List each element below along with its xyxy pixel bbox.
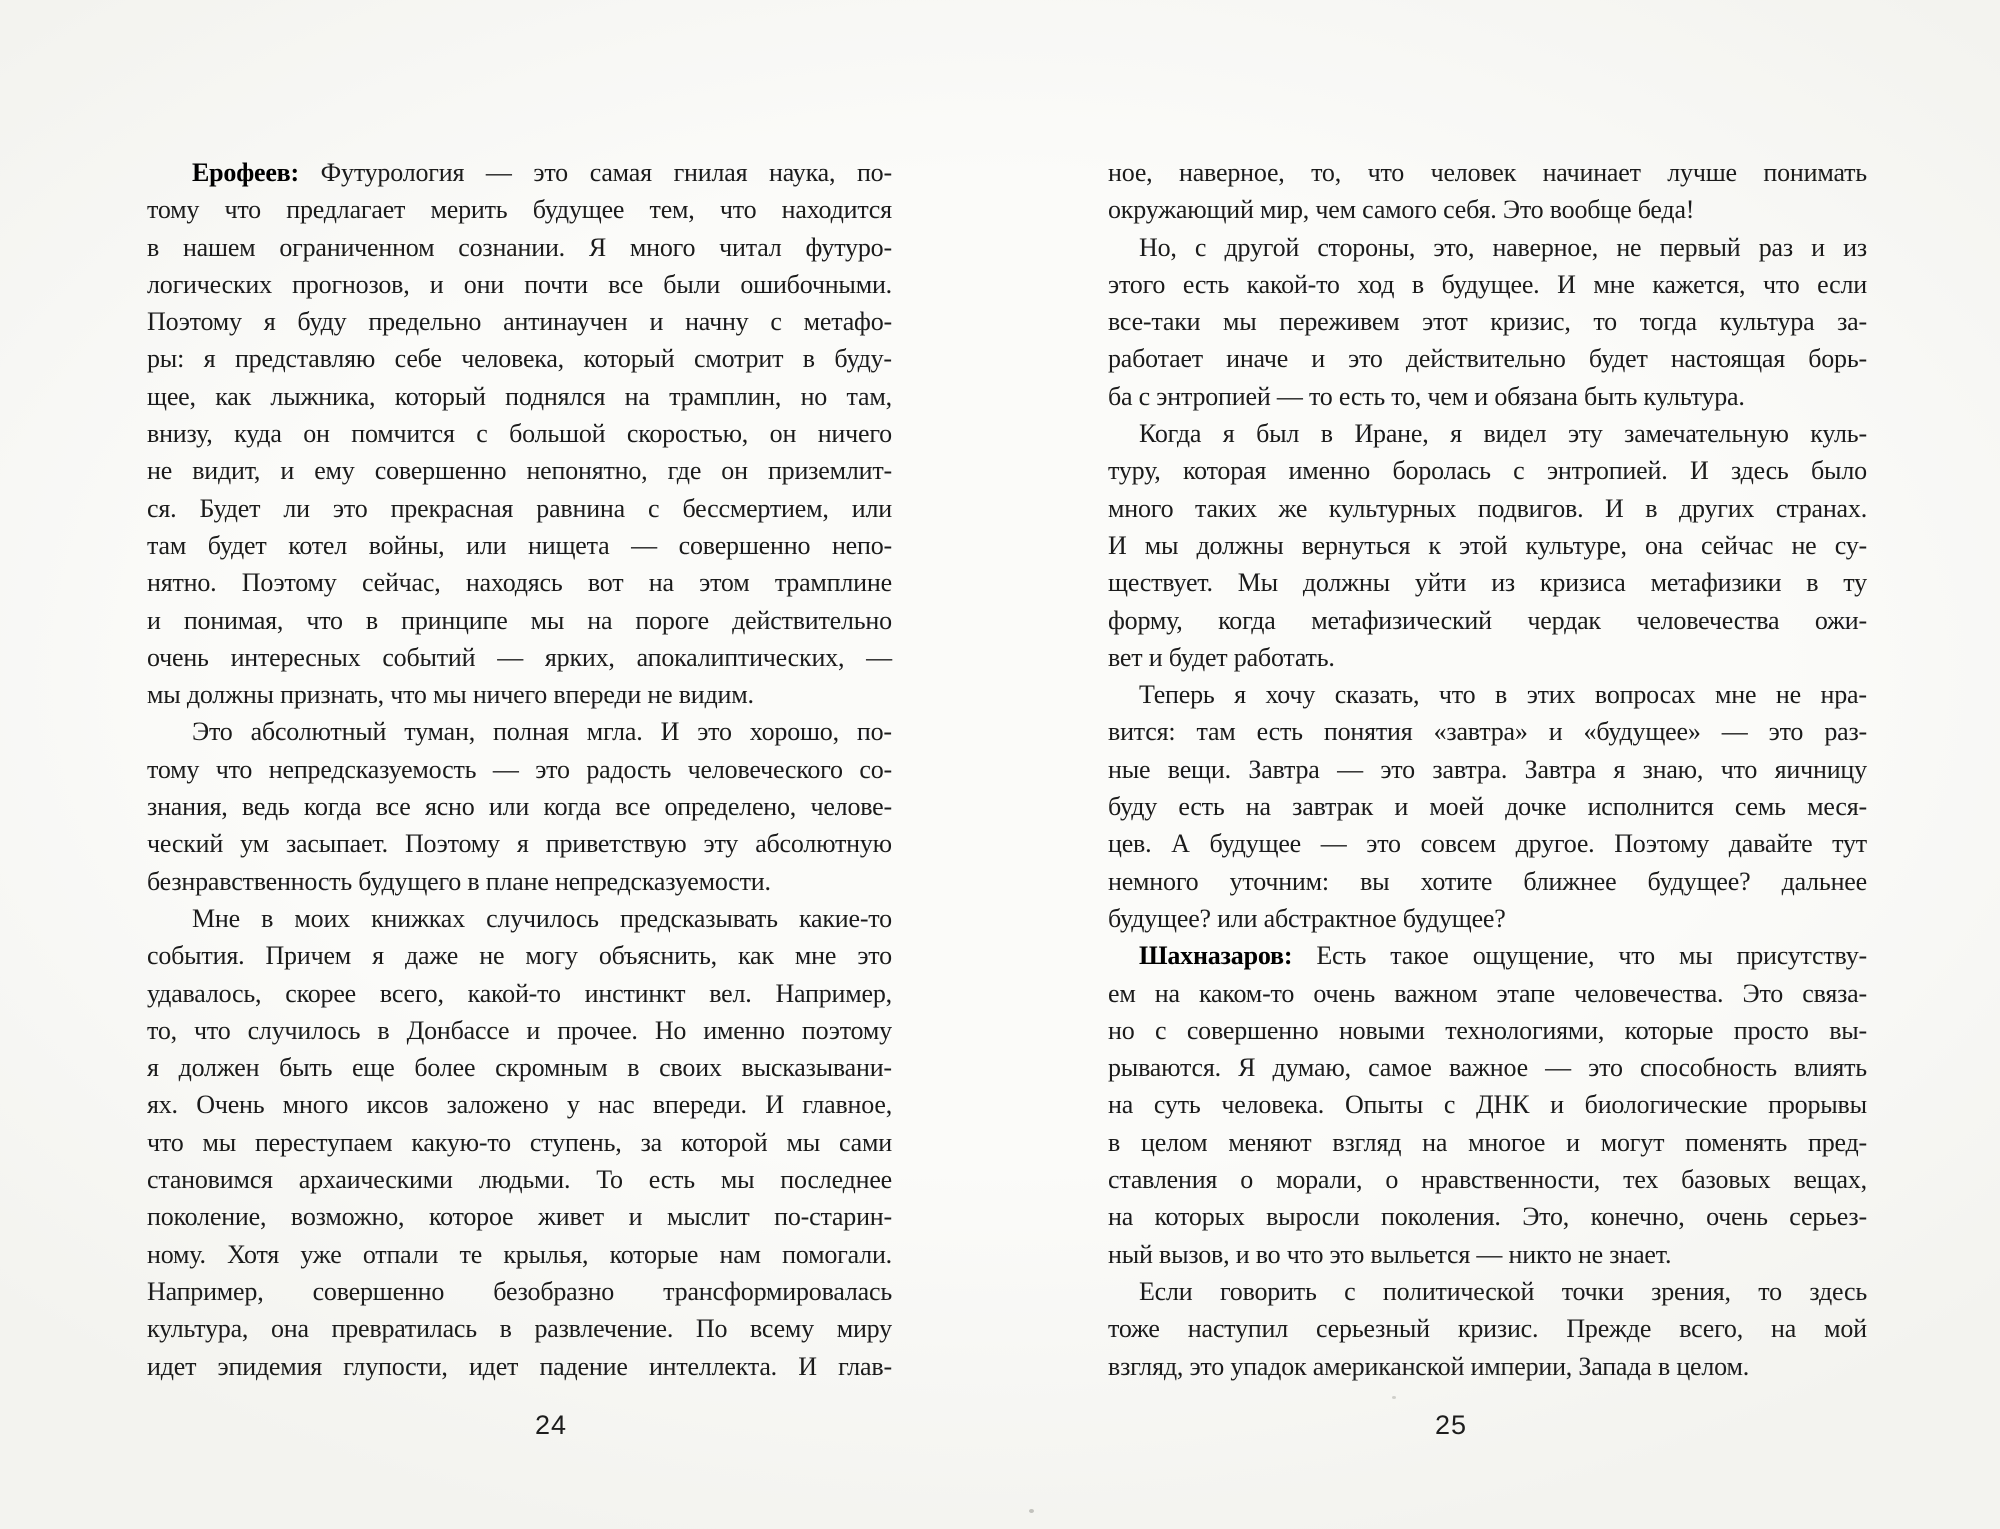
page-left-text <box>147 154 892 1385</box>
text-line: тому что предлагает мерить будущее тем, что находится <box>147 195 892 225</box>
text-line: работает иначе и это действительно будет настоящая борь- <box>1108 344 1867 374</box>
text-line: цев. А будущее — это совсем другое. Поэтому давайте тут <box>1108 829 1867 859</box>
text-line: этого есть какой-то ход в будущее. И мне кажется, что если <box>1108 269 1867 299</box>
text-line: ся. Будет ли это прекрасная равнина с бессмертием, или <box>147 493 892 523</box>
text-line: там будет котел войны, или нищета — совершенно непо- <box>147 530 892 560</box>
text-line: логических прогнозов, и они почти все были ошибочными. <box>147 269 892 299</box>
text-line: культура, она превратилась в развлечение. По всему миру <box>147 1314 892 1344</box>
text-line: буду есть на завтрак и моей дочке исполнится семь меся- <box>1108 792 1867 822</box>
text-line: я должен быть еще более скромным в своих высказывани- <box>147 1053 892 1083</box>
text-line: форму, когда метафизический чердак человечества ожи- <box>1108 605 1867 635</box>
text-line: в целом меняют взгляд на многое и могут поменять пред- <box>1108 1127 1867 1157</box>
scan-speck <box>1029 1509 1034 1513</box>
text-line: Шахназаров: Есть такое ощущение, что мы присутству- <box>1108 937 1867 974</box>
text-line: нятно. Поэтому сейчас, находясь вот на этом трамплине <box>147 568 892 598</box>
text-line: Если говорить с политической точки зрения, то здесь <box>1139 1276 1867 1306</box>
text-line: Теперь я хочу сказать, что в этих вопросах мне не нра- <box>1139 680 1867 710</box>
speaker-name: Ерофеев: <box>192 158 306 187</box>
text-line: ры: я представляю себе человека, который смотрит в буду- <box>147 344 892 374</box>
page-number-left: 24 <box>534 1410 568 1440</box>
text-line: тому что непредсказуемость — это радость человеческого со- <box>147 754 892 784</box>
text-line: Но, с другой стороны, это, наверное, не первый раз и из <box>1139 232 1867 262</box>
text-line: немного уточним: вы хотите ближнее будущее? дальнее <box>1108 866 1867 896</box>
text-line: туру, которая именно боролась с энтропией. И здесь было <box>1108 456 1867 486</box>
text-line: ществует. Мы должны уйти из кризиса метафизики в ту <box>1108 568 1867 598</box>
text-line: идет эпидемия глупости, идет падение интеллекта. И глав- <box>147 1351 892 1381</box>
text-line: очень интересных событий — ярких, апокалиптических, — <box>147 642 892 672</box>
text-line: удавалось, скорее всего, какой-то инстинкт вел. Например, <box>147 978 892 1008</box>
text-line: все-таки мы переживем этот кризис, то тогда культура за- <box>1108 307 1867 337</box>
page-number-right: 25 <box>1434 1410 1468 1440</box>
text-line: на которых выросли поколения. Это, конечно, очень серьез- <box>1108 1202 1867 1232</box>
text-line: в нашем ограниченном сознании. Я много читал футуро- <box>147 232 892 262</box>
text-line: и понимая, что в принципе мы на пороге действительно <box>147 605 892 635</box>
text-line: Поэтому я буду предельно антинаучен и начну с метафо- <box>147 307 892 337</box>
text-line: ях. Очень много иксов заложено у нас впереди. И главное, <box>147 1090 892 1120</box>
text-line: вет и будет работать. <box>1108 642 1335 672</box>
page-right-text <box>1108 154 1867 1385</box>
text-line: ба с энтропией — то есть то, чем и обязана быть культура. <box>1108 381 1745 411</box>
text-line: Ерофеев: Футурология — это самая гнилая наука, по- <box>147 154 892 191</box>
text-line: будущее? или абстрактное будущее? <box>1108 903 1506 933</box>
text-line: много таких же культурных подвигов. И в других странах. <box>1108 493 1867 523</box>
text-line: на суть человека. Опыты с ДНК и биологические прорывы <box>1108 1090 1867 1120</box>
speaker-name: Шахназаров: <box>1139 941 1299 971</box>
text-line: ное, наверное, то, что человек начинает лучше понимать <box>1108 158 1867 187</box>
text-line: щее, как лыжника, который поднялся на трамплин, но там, <box>147 381 892 411</box>
text-line: Это абсолютный туман, полная мгла. И это хорошо, по- <box>192 717 892 747</box>
text-line: Когда я был в Иране, я видел эту замечательную куль- <box>1139 419 1867 449</box>
text-line: что мы переступаем какую-то ступень, за которой мы сами <box>147 1127 892 1157</box>
text-line: рываются. Я думаю, самое важное — это способность влиять <box>1108 1053 1867 1083</box>
text-line: становимся архаическими людьми. То есть мы последнее <box>147 1165 892 1195</box>
text-line: но с совершенно новыми технологиями, которые просто вы- <box>1108 1015 1867 1045</box>
text-line: ставления о морали, о нравственности, тех базовых вещах, <box>1108 1165 1867 1195</box>
text-line: вится: там есть понятия «завтра» и «будущее» — это раз- <box>1108 717 1867 747</box>
text-line: взгляд, это упадок американской империи, Запада в целом. <box>1108 1351 1750 1381</box>
text-line: ем на каком-то очень важном этапе человечества. Это связа- <box>1108 978 1867 1008</box>
scan-speck <box>1392 1396 1396 1399</box>
text-line: внизу, куда он помчится с большой скоростью, он ничего <box>147 419 892 449</box>
text-line: события. Причем я даже не могу объяснить, как мне это <box>147 941 892 971</box>
text-line: то, что случилось в Донбассе и прочее. Но именно поэтому <box>147 1015 892 1045</box>
text-line: ному. Хотя уже отпали те крылья, которые нам помогали. <box>147 1239 892 1269</box>
text-line: Например, совершенно безобразно трансформировалась <box>147 1276 892 1306</box>
text-line: ный вызов, и во что это выльется — никто не знает. <box>1108 1239 1672 1269</box>
text-line: И мы должны вернуться к этой культуре, она сейчас не су- <box>1108 530 1867 560</box>
text-line: знания, ведь когда все ясно или когда все определено, челове- <box>147 792 892 822</box>
text-line: поколение, возможно, которое живет и мыслит по-старин- <box>147 1202 892 1232</box>
text-line: окружающий мир, чем самого себя. Это вообще беда! <box>1108 195 1695 225</box>
text-line: тоже наступил серьезный кризис. Прежде всего, на мой <box>1108 1314 1867 1344</box>
text-line: безнравственность будущего в плане непредсказуемости. <box>147 866 771 896</box>
text-line: не видит, и ему совершенно непонятно, где он приземлит- <box>147 456 892 486</box>
text-line: мы должны признать, что мы ничего впереди не видим. <box>147 680 754 710</box>
text-line: ческий ум засыпает. Поэтому я приветствую эту абсолютную <box>147 829 892 859</box>
text-line: ные вещи. Завтра — это завтра. Завтра я знаю, что яичницу <box>1108 754 1867 784</box>
text-line: Мне в моих книжках случилось предсказывать какие-то <box>192 903 892 933</box>
